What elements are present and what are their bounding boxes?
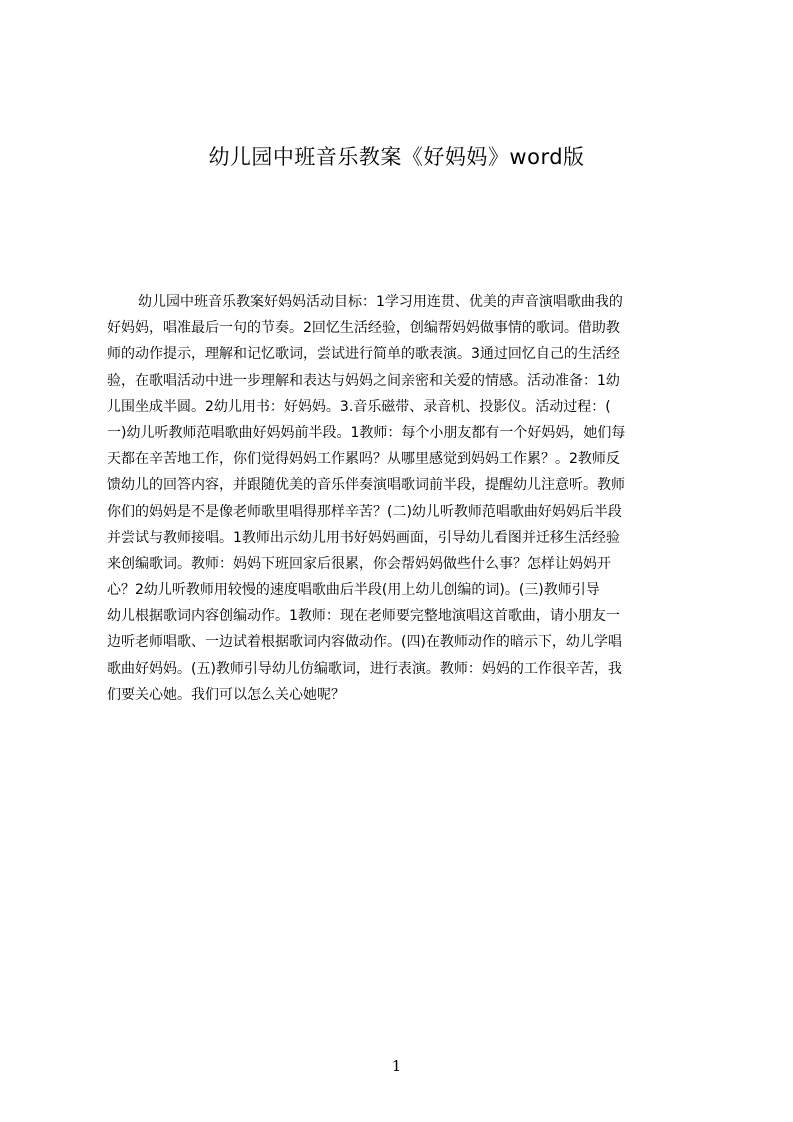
body-line: 馈幼儿的回答内容，并跟随优美的音乐伴奏演唱歌词前半段，提醒幼儿注意听。教师	[107, 477, 625, 494]
body-line: 歌曲好妈妈。(五)教师引导幼儿仿编歌词，进行表演。教师：妈妈的工作很辛苦，我	[107, 660, 622, 677]
body-line: 验，在歌唱活动中进一步理解和表达与妈妈之间亲密和关爱的情感。活动准备：1幼	[107, 372, 620, 389]
body-line: 来创编歌词。教师：妈妈下班回家后很累，你会帮妈妈做些什么事？怎样让妈妈开	[107, 555, 611, 572]
body-line: 并尝试与教师接唱。1教师出示幼儿用书好妈妈画面，引导幼儿看图并迁移生活经验	[107, 529, 620, 546]
document-title: 幼儿园中班音乐教案《好妈妈》word版	[208, 145, 585, 169]
body-line: 边听老师唱歌、一边试着根据歌词内容做动作。(四)在教师动作的暗示下，幼儿学唱	[107, 634, 622, 651]
body-line: 天都在辛苦地工作，你们觉得妈妈工作累吗？从哪里感觉到妈妈工作累？。2教师反	[107, 451, 620, 468]
body-line: 心？2幼儿听教师用较慢的速度唱歌曲后半段(用上幼儿创编的词)。(三)教师引导	[107, 582, 600, 599]
page-number: 1	[391, 1057, 402, 1075]
body-line: 师的动作提示，理解和记忆歌词，尝试进行简单的歌表演。3通过回忆自己的生活经	[107, 346, 620, 363]
body-line: 一)幼儿听教师范唱歌曲好妈妈前半段。1教师：每个小朋友都有一个好妈妈，她们每	[107, 424, 626, 441]
body-line: 幼儿园中班音乐教案好妈妈活动目标：1学习用连贯、优美的声音演唱歌曲我的	[138, 294, 623, 310]
body-line: 好妈妈，唱准最后一句的节奏。2回忆生活经验，创编帮妈妈做事情的歌词。借助教	[107, 320, 620, 337]
body-line: 你们的妈妈是不是像老师歌里唱得那样辛苦？(二)幼儿听教师范唱歌曲好妈妈后半段	[107, 503, 622, 520]
body-line: 幼儿根据歌词内容创编动作。1教师：现在老师要完整地演唱这首歌曲，请小朋友一	[107, 608, 620, 625]
body-text	[107, 289, 697, 708]
body-line: 们要关心她。我们可以怎么关心她呢？	[107, 686, 345, 703]
body-line: 儿围坐成半圆。2幼儿用书：好妈妈。3.音乐磁带、录音机、投影仪。活动过程：(	[107, 398, 611, 415]
